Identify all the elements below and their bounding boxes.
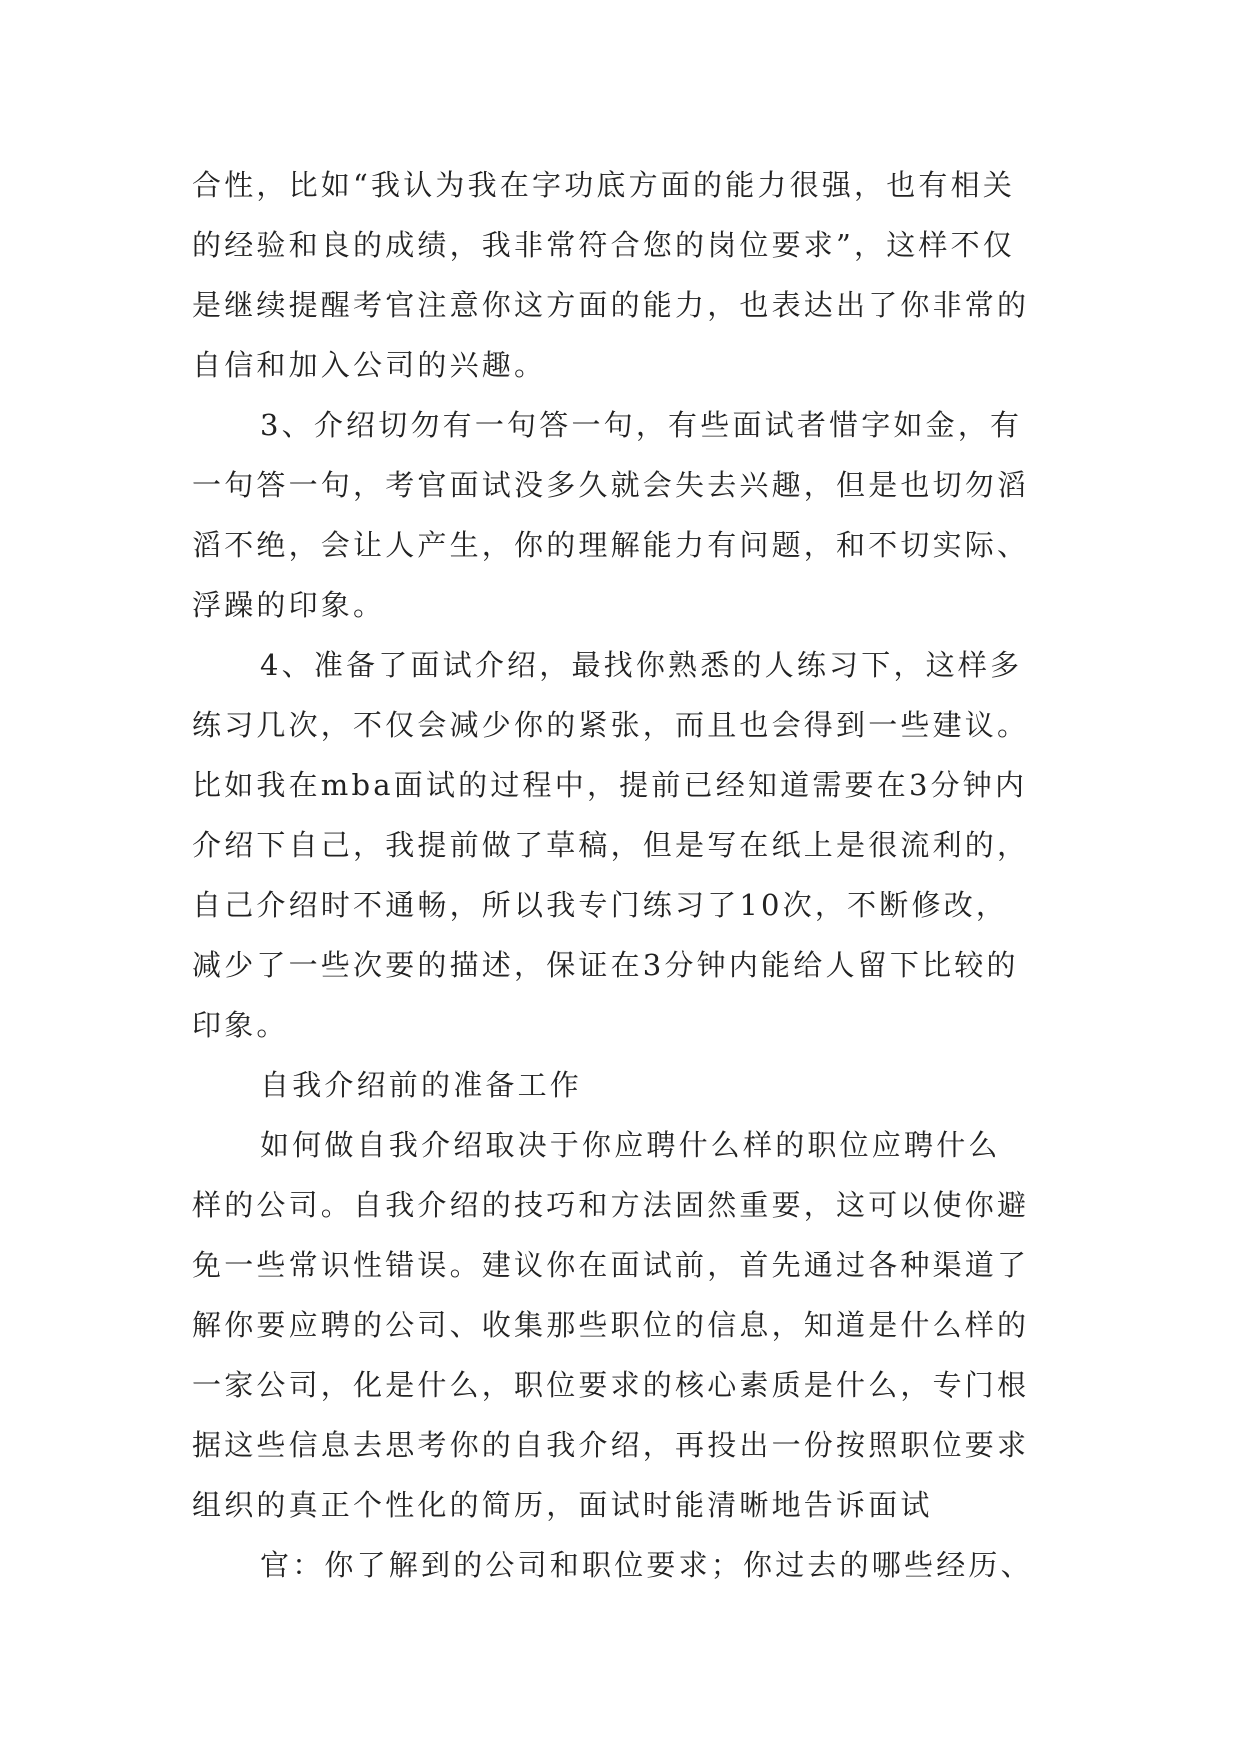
document-body [192,155,1072,1595]
paragraph-line: 合性，比如“我认为我在字功底方面的能力很强，也有相关 [192,168,1016,202]
paragraph-line: 介绍下自己，我提前做了草稿，但是写在纸上是很流利的， [192,828,1030,862]
paragraph-line: 官：你了解到的公司和职位要求；你过去的哪些经历、 [260,1548,1033,1582]
paragraph-line: 组织的真正个性化的简历，面试时能清晰地告诉面试 [192,1488,933,1522]
paragraph-line: 免一些常识性错误。建议你在面试前，首先通过各种渠道了 [192,1248,1030,1282]
paragraph-line: 印象。 [192,1008,289,1042]
paragraph-line: 样的公司。自我介绍的技巧和方法固然重要，这可以使你避 [192,1188,1030,1222]
paragraph-line: 自信和加入公司的兴趣。 [192,348,547,382]
paragraph-line: 滔不绝，会让人产生，你的理解能力有问题，和不切实际、 [192,528,1030,562]
paragraph-line: 4、准备了面试介绍，最找你熟悉的人练习下，这样多 [260,648,1023,682]
paragraph-line: 自己介绍时不通畅，所以我专门练习了10次，不断修改， [192,888,1009,922]
paragraph-line: 比如我在mba面试的过程中，提前已经知道需要在3分钟内 [192,768,1028,802]
paragraph-line: 是继续提醒考官注意你这方面的能力，也表达出了你非常的 [192,288,1030,322]
paragraph-line: 浮躁的印象。 [192,588,386,622]
paragraph-line: 如何做自我介绍取决于你应聘什么样的职位应聘什么 [260,1128,1001,1162]
paragraph-line: 减少了一些次要的描述，保证在3分钟内能给人留下比较的 [192,948,1019,982]
paragraph-line: 一句答一句，考官面试没多久就会失去兴趣，但是也切勿滔 [192,468,1030,502]
paragraph-line: 解你要应聘的公司、收集那些职位的信息，知道是什么样的 [192,1308,1030,1342]
section-heading: 自我介绍前的准备工作 [260,1068,583,1102]
paragraph-line: 练习几次，不仅会减少你的紧张，而且也会得到一些建议。 [192,708,1030,742]
paragraph-line: 据这些信息去思考你的自我介绍，再投出一份按照职位要求 [192,1428,1030,1462]
paragraph-line: 一家公司，化是什么，职位要求的核心素质是什么，专门根 [192,1368,1030,1402]
paragraph-line: 3、介绍切勿有一句答一句，有些面试者惜字如金，有 [260,408,1023,442]
paragraph-line: 的经验和良的成绩，我非常符合您的岗位要求”，这样不仅 [192,228,1016,262]
